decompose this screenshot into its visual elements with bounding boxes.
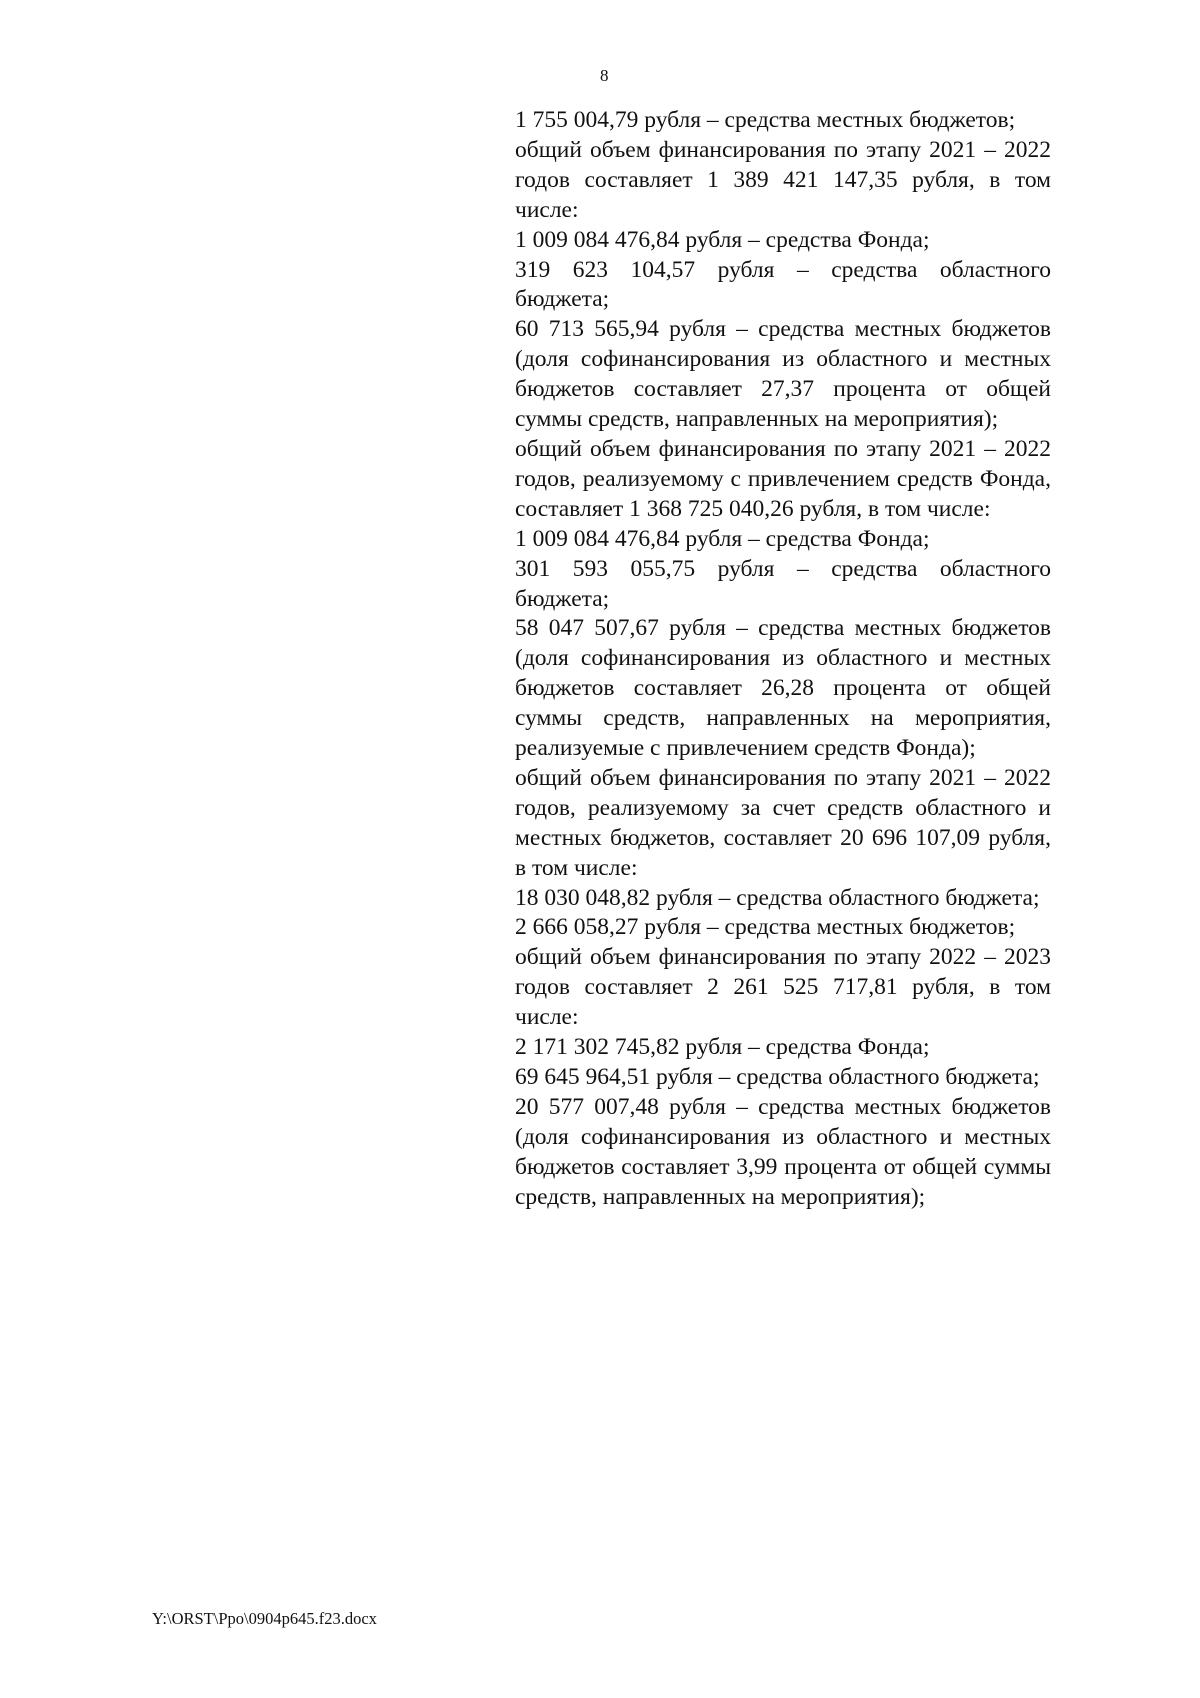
paragraph-fund-amount: 2 171 302 745,82 рубля – средства Фонда;: [515, 1034, 930, 1061]
paragraph-regional-budget-amount: 69 645 964,51 рубля – средства областного бюджета;: [515, 1064, 1040, 1090]
paragraph-local-budget-share: 60 713 565,94 рубля – средства местных бюджетов (доля софинансирования из областного и местных бюджетов составляет 27,37 процента от общей суммы средств, направленных на мероприятия);: [515, 316, 1051, 433]
paragraph-stage-2021-2022-fund-total: общий объем финансирования по этапу 2021 – 2022 годов, реализуемому с привлечением средств Фонда, составляет 1 368 725 040,26 рубля, в том числе:: [515, 435, 1051, 522]
paragraph-local-budget-amount: 1 755 004,79 рубля – средства местных бюджетов;: [515, 107, 1016, 133]
paragraph-regional-budget-amount: 319 623 104,57 рубля – средства областного бюджета;: [515, 256, 1051, 313]
paragraph-local-budget-amount: 2 666 058,27 рубля – средства местных бюджетов;: [515, 914, 1016, 941]
paragraph-fund-amount: 1 009 084 476,84 рубля – средства Фонда;: [515, 525, 930, 552]
paragraph-stage-2022-2023-total: общий объем финансирования по этапу 2022 – 2023 годов составляет 2 261 525 717,81 рубля, в том числе:: [515, 944, 1051, 1031]
paragraph-stage-2021-2022-total: общий объем финансирования по этапу 2021 – 2022 годов составляет 1 389 421 147,35 рубля, в том числе:: [515, 136, 1051, 223]
paragraph-stage-2021-2022-budget-total: общий объем финансирования по этапу 2021 – 2022 годов, реализуемому за счет средств областного и местных бюджетов, составляет 20 696 107,09 рубля, в том числе:: [515, 764, 1051, 881]
paragraph-regional-budget-amount: 301 593 055,75 рубля – средства областного бюджета;: [515, 555, 1051, 612]
footer-file-path: Y:\ORST\Ppo\0904p645.f23.docx: [152, 1609, 377, 1628]
document-body: [515, 106, 1051, 1213]
paragraph-fund-amount: 1 009 084 476,84 рубля – средства Фонда;: [515, 226, 930, 253]
page-number: 8: [600, 66, 609, 85]
paragraph-local-budget-share: 58 047 507,67 рубля – средства местных бюджетов (доля софинансирования из областного и местных бюджетов составляет 26,28 процента от общей суммы средств, направленных на мероприятия, реализуемые с привлечением средств Фонда);: [515, 615, 1051, 762]
paragraph-regional-budget-amount: 18 030 048,82 рубля – средства областного бюджета;: [515, 884, 1040, 911]
paragraph-local-budget-share: 20 577 007,48 рубля – средства местных бюджетов (доля софинансирования из областного и местных бюджетов составляет 3,99 процента от общей суммы средств, направленных на мероприятия);: [515, 1093, 1051, 1210]
